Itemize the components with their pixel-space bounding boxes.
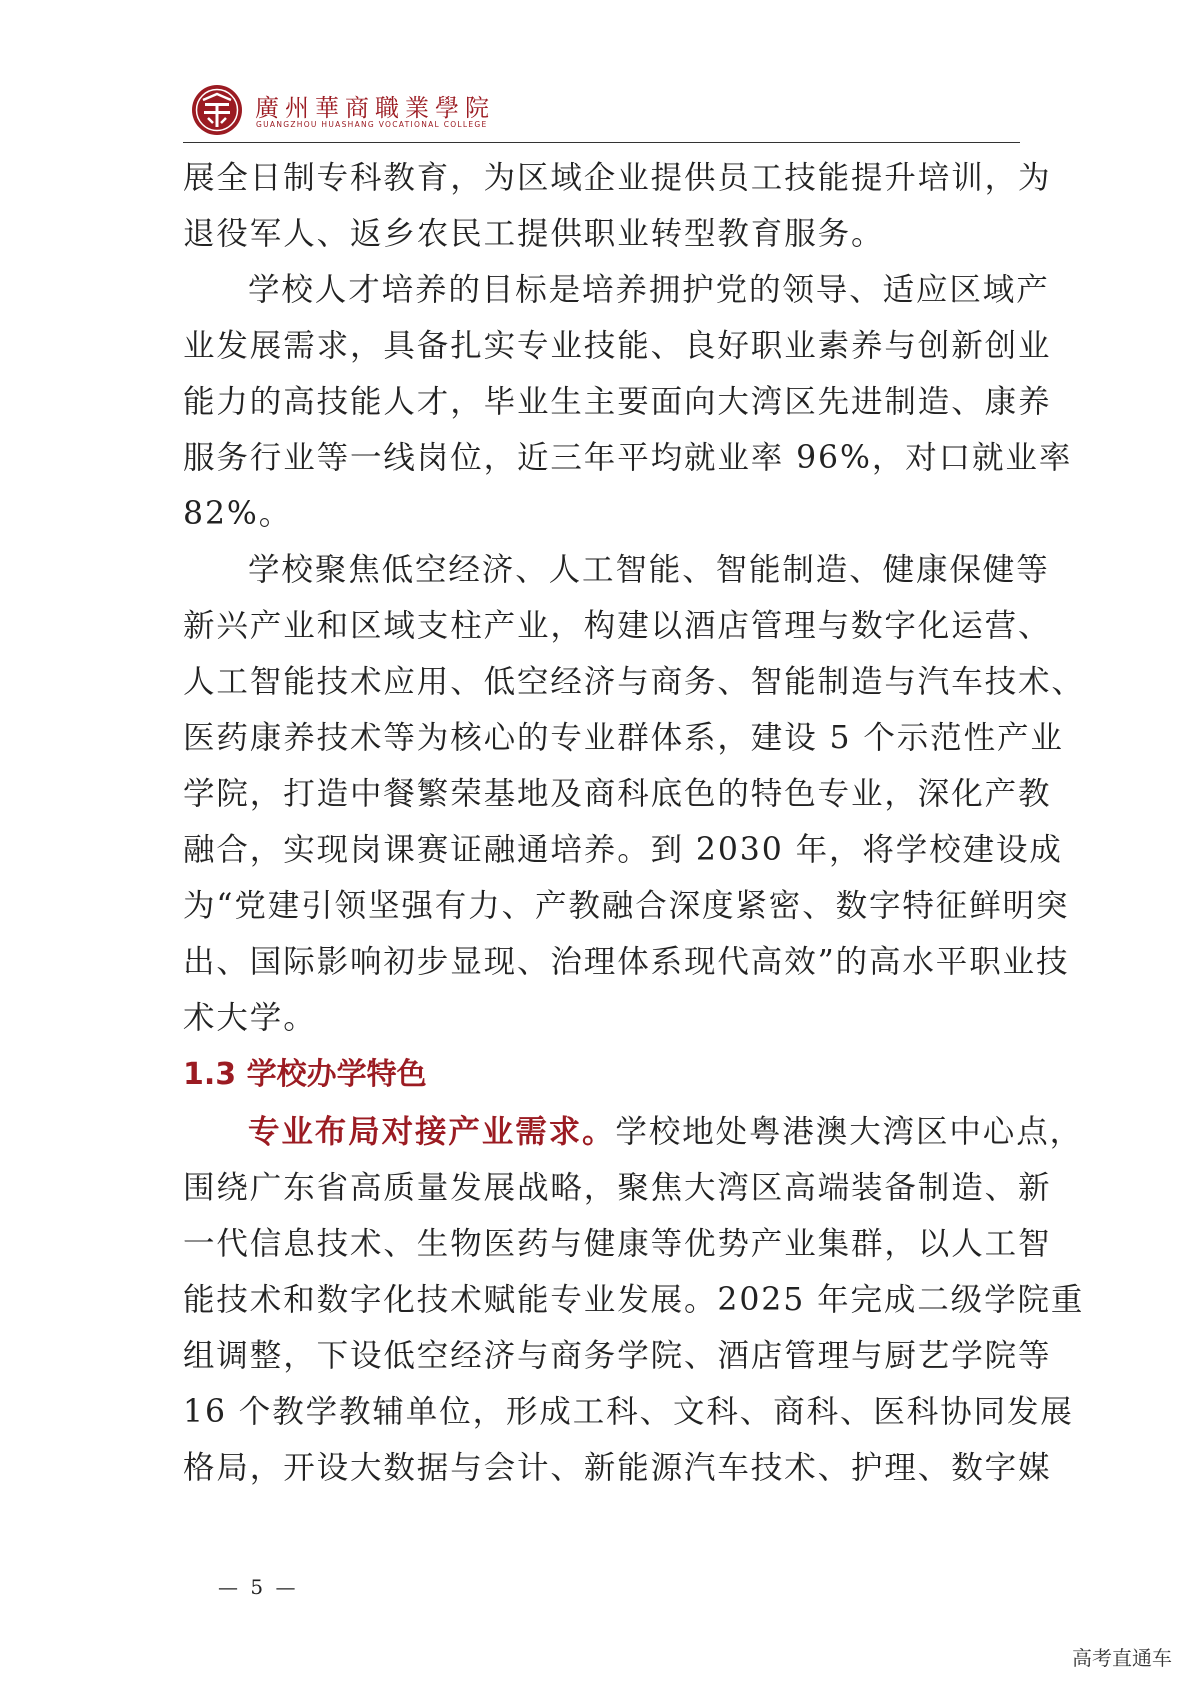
text-line bbox=[183, 1104, 1084, 1160]
paragraph bbox=[183, 150, 1052, 262]
text-line: 一代信息技术、生物医药与健康等优势产业集群，以人工智 bbox=[183, 1226, 1052, 1262]
text-line: 82%。 bbox=[183, 496, 293, 532]
text-line: 16 个教学教辅单位，形成工科、文科、商科、医科协同发展 bbox=[183, 1394, 1074, 1430]
text-line: 医药康养技术等为核心的专业群体系，建设 5 个示范性产业 bbox=[183, 720, 1064, 756]
text-line: 展全日制专科教育，为区域企业提供员工技能提升培训，为 bbox=[183, 160, 1052, 196]
college-seal-icon bbox=[191, 84, 243, 136]
text-line: 术大学。 bbox=[183, 1000, 317, 1036]
college-name-cn: 廣州華商職業學院 bbox=[255, 94, 495, 122]
text-line: 融合，实现岗课赛证融通培养。到 2030 年，将学校建设成 bbox=[183, 832, 1063, 868]
page-header bbox=[183, 76, 1020, 143]
lead-line-rest: 学校地处粤港澳大湾区中心点， bbox=[615, 1114, 1084, 1150]
text-line: 业发展需求，具备扎实专业技能、良好职业素养与创新创业 bbox=[183, 328, 1052, 364]
paragraph bbox=[183, 1104, 1085, 1496]
text-line: 新兴产业和区域支柱产业，构建以酒店管理与数字化运营、 bbox=[183, 608, 1052, 644]
text-line: 学院，打造中餐繁荣基地及商科底色的特色专业，深化产教 bbox=[183, 776, 1052, 812]
text-line: 服务行业等一线岗位，近三年平均就业率 96%，对口就业率 bbox=[183, 440, 1073, 476]
paragraph bbox=[183, 542, 1085, 1046]
text-line: 能技术和数字化技术赋能专业发展。2025 年完成二级学院重 bbox=[183, 1282, 1085, 1318]
text-line: 退役军人、返乡农民工提供职业转型教育服务。 bbox=[183, 216, 885, 252]
text-line: 学校人才培养的目标是培养拥护党的领导、适应区域产 bbox=[248, 272, 1050, 308]
lead-phrase: 专业布局对接产业需求。 bbox=[248, 1113, 616, 1150]
document-body bbox=[183, 150, 1085, 1496]
text-line: 人工智能技术应用、低空经济与商务、智能制造与汽车技术、 bbox=[183, 664, 1085, 700]
text-line: 学校聚焦低空经济、人工智能、智能制造、健康保健等 bbox=[248, 552, 1050, 588]
paragraph bbox=[183, 262, 1073, 542]
text-line: 能力的高技能人才，毕业生主要面向大湾区先进制造、康养 bbox=[183, 384, 1052, 420]
college-name-en: GUANGZHOU HUASHANG VOCATIONAL COLLEGE bbox=[256, 120, 488, 129]
text-line: 组调整，下设低空经济与商务学院、酒店管理与厨艺学院等 bbox=[183, 1338, 1052, 1374]
section-heading: 1.3 学校办学特色 bbox=[183, 1057, 427, 1092]
page-number: — 5 — bbox=[218, 1575, 299, 1599]
text-line: 格局，开设大数据与会计、新能源汽车技术、护理、数字媒 bbox=[183, 1450, 1052, 1486]
text-line: 围绕广东省高质量发展战略，聚焦大湾区高端装备制造、新 bbox=[183, 1170, 1052, 1206]
watermark: 高考直通车 bbox=[1072, 1646, 1172, 1670]
text-line: 为“党建引领坚强有力、产教融合深度紧密、数字特征鲜明突 bbox=[183, 888, 1070, 924]
text-line: 出、国际影响初步显现、治理体系现代高效”的高水平职业技 bbox=[183, 944, 1070, 980]
